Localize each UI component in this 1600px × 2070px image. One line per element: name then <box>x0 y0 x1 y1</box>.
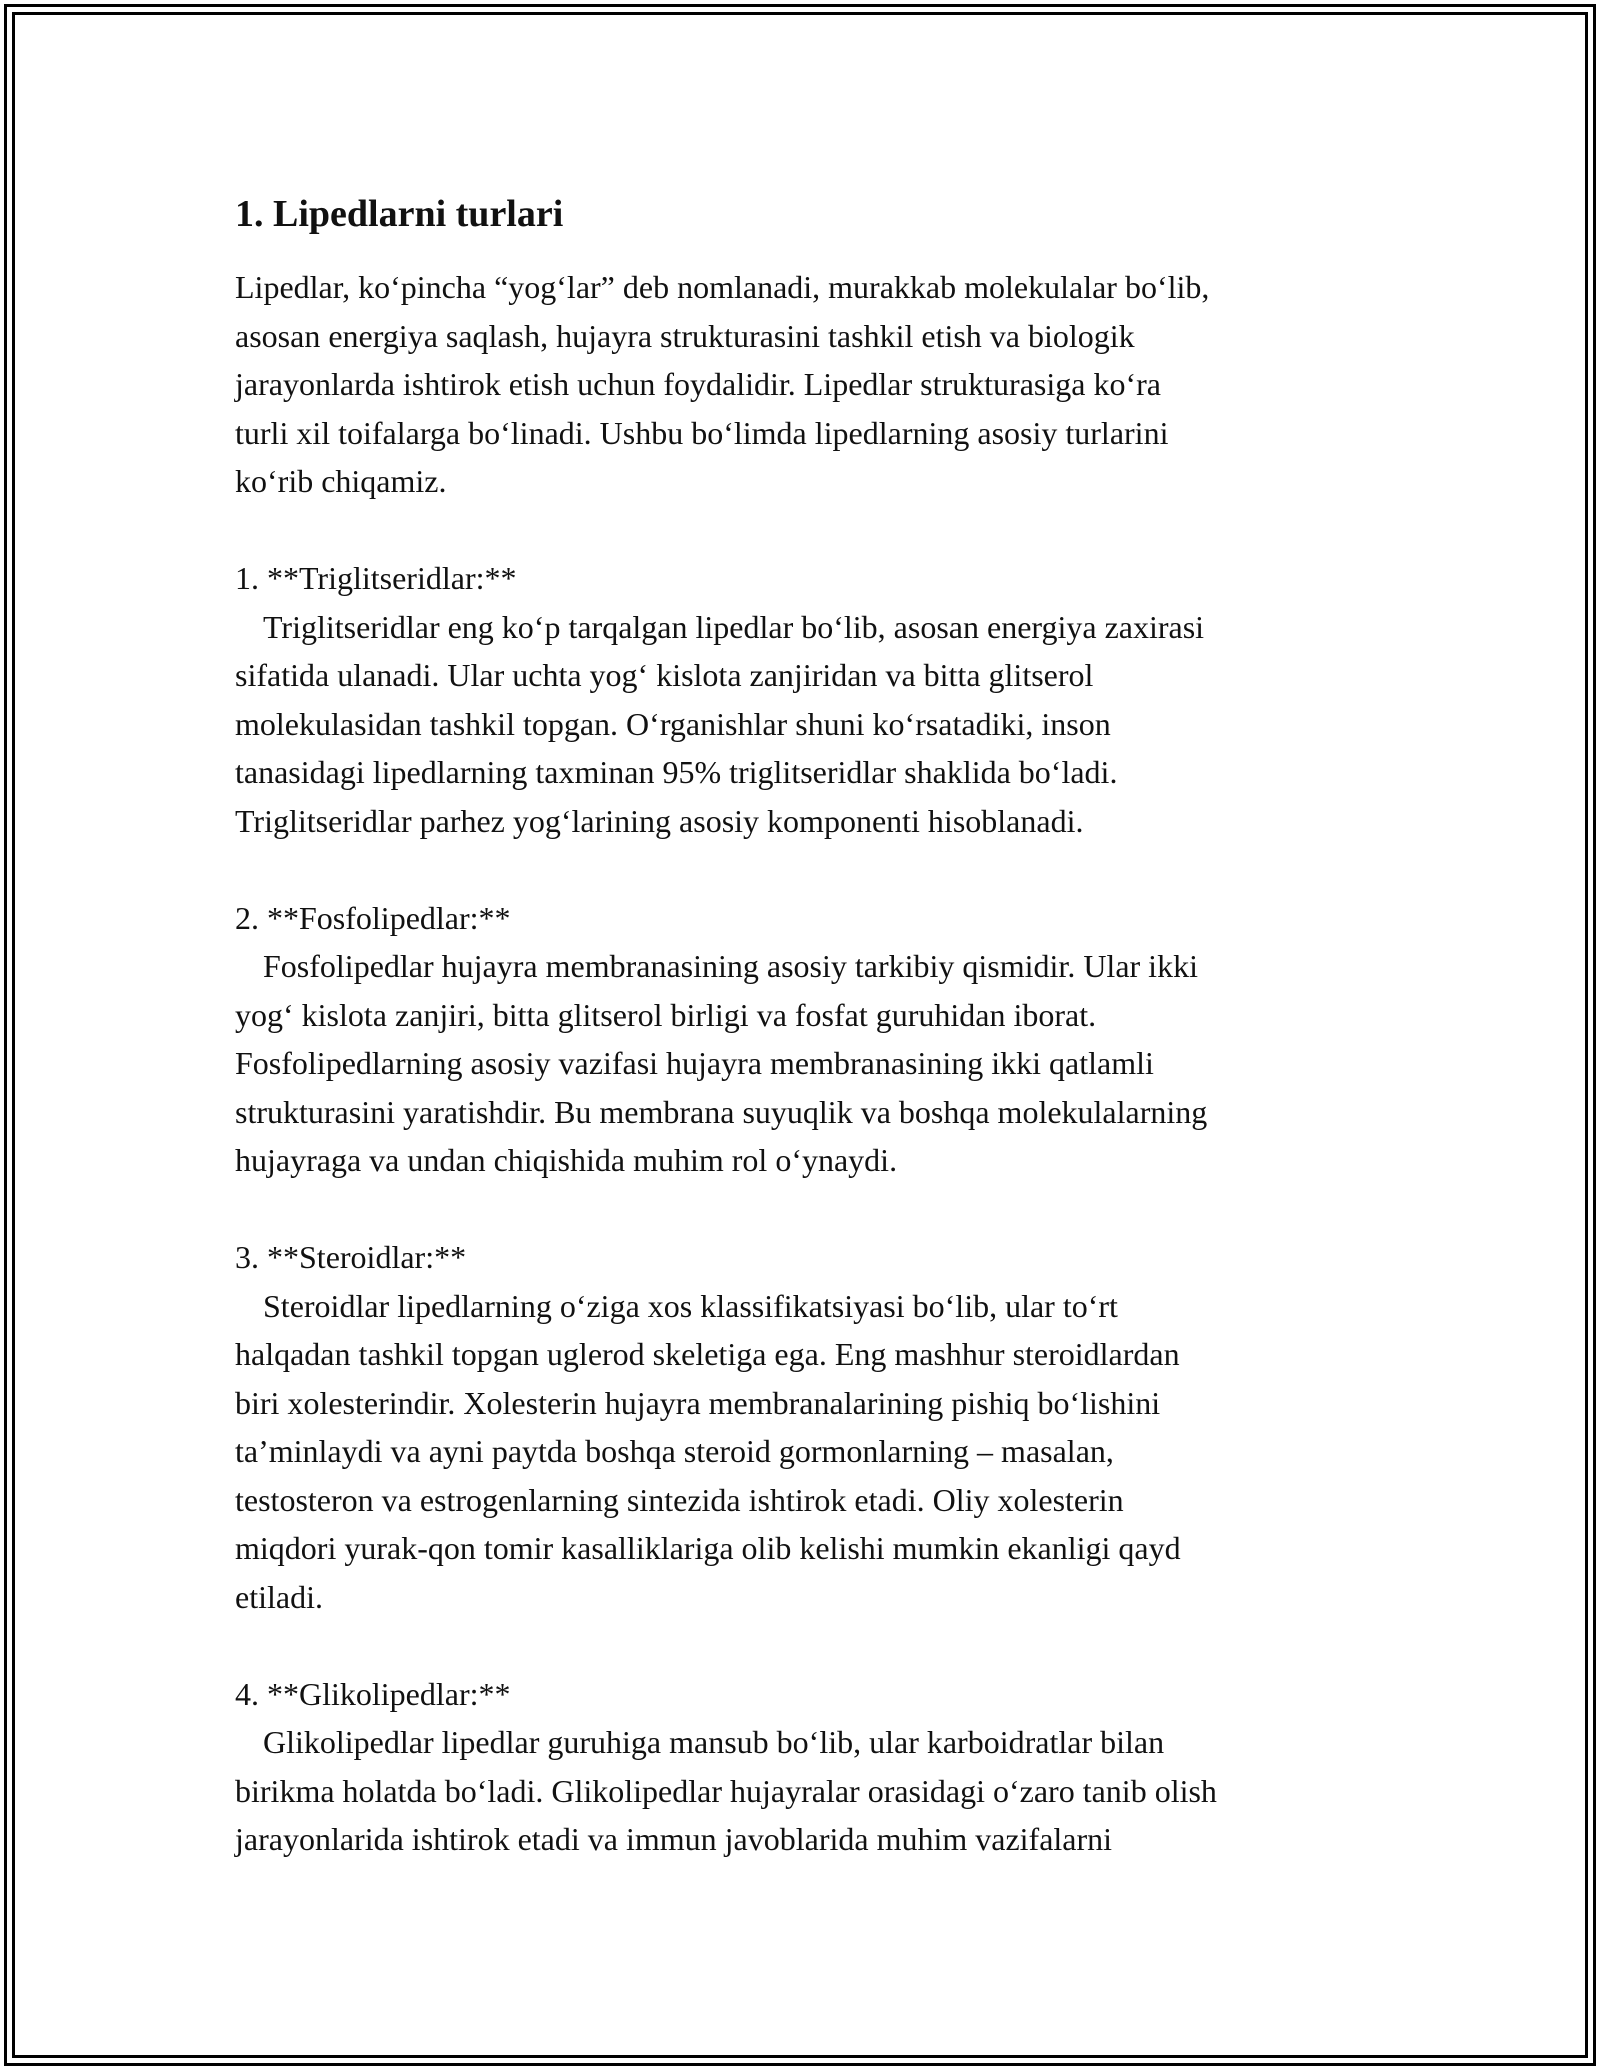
paragraph-line: etiladi. <box>235 1578 323 1615</box>
intro-paragraph <box>235 263 1385 506</box>
paragraph-line: Steroidlar lipedlarning o‘ziga xos klassifikatsiyasi bo‘lib, ular to‘rt <box>263 1287 1118 1324</box>
paragraph-line: halqadan tashkil topgan uglerod skeletiga ega. Eng mashhur steroidlardan <box>235 1336 1180 1372</box>
section-heading: 2. **Fosfolipedlar:** <box>235 899 511 936</box>
section-steroidlar <box>235 1233 1385 1621</box>
paragraph-line: yog‘ kislota zanjiri, bitta glitserol birligi va fosfat guruhidan iborat. <box>235 996 1097 1033</box>
paragraph-line: ta’minlaydi va ayni paytda boshqa steroid gormonlarning – masalan, <box>235 1433 1114 1469</box>
section-glikolipedlar <box>235 1670 1385 1864</box>
section-heading: 3. **Steroidlar:** <box>235 1239 467 1275</box>
intro-line: asosan energiya saqlash, hujayra strukturasini tashkil etish va biologik <box>235 317 1135 354</box>
paragraph-line: Triglitseridlar parhez yog‘larining asosiy komponenti hisoblanadi. <box>235 802 1084 839</box>
section-triglitseridlar <box>235 554 1385 845</box>
paragraph-line: Fosfolipedlarning asosiy vazifasi hujayra membranasining ikki qatlamli <box>235 1045 1154 1081</box>
intro-line: turli xil toifalarga bo‘linadi. Ushbu bo‘limda lipedlarning asosiy turlarini <box>235 414 1169 451</box>
intro-line: ko‘rib chiqamiz. <box>235 463 447 499</box>
paragraph-line: birikma holatda bo‘ladi. Glikolipedlar hujayralar orasidagi o‘zaro tanib olish <box>235 1772 1217 1809</box>
section-fosfolipedlar <box>235 894 1385 1185</box>
paragraph-line: Glikolipedlar lipedlar guruhiga mansub bo‘lib, ular karboidratlar bilan <box>263 1724 1165 1760</box>
document-page <box>235 186 1385 1864</box>
paragraph-line: tanasidagi lipedlarning taxminan 95% triglitseridlar shaklida bo‘ladi. <box>235 754 1118 790</box>
paragraph-line: testosteron va estrogenlarning sintezida ishtirok etadi. Oliy xolesterin <box>235 1481 1124 1518</box>
paragraph-line: jarayonlarida ishtirok etadi va immun javoblarida muhim vazifalarni <box>235 1821 1113 1857</box>
paragraph-line: molekulasidan tashkil topgan. O‘rganishlar shuni ko‘rsatadiki, inson <box>235 705 1111 742</box>
paragraph-line: hujayraga va undan chiqishida muhim rol o‘ynaydi. <box>235 1142 898 1178</box>
paragraph-line: Fosfolipedlar hujayra membranasining asosiy tarkibiy qismidir. Ular ikki <box>263 948 1198 984</box>
paragraph-line: biri xolesterindir. Xolesterin hujayra membranalarining pishiq bo‘lishini <box>235 1384 1161 1421</box>
section-heading: 1. **Triglitseridlar:** <box>235 560 517 596</box>
paragraph-line: strukturasini yaratishdir. Bu membrana suyuqlik va boshqa molekulalarning <box>235 1093 1208 1130</box>
section-heading: 4. **Glikolipedlar:** <box>235 1675 511 1712</box>
paragraph-line: miqdori yurak-qon tomir kasalliklariga olib kelishi mumkin ekanligi qayd <box>235 1530 1181 1566</box>
intro-line: jarayonlarda ishtirok etish uchun foydalidir. Lipedlar strukturasiga ko‘ra <box>235 366 1161 402</box>
paragraph-line: sifatida ulanadi. Ular uchta yog‘ kislota zanjiridan va bitta glitserol <box>235 657 1094 693</box>
intro-line: Lipedlar, ko‘pincha “yog‘lar” deb nomlanadi, murakkab molekulalar bo‘lib, <box>235 269 1210 305</box>
section-title: 1. Lipedlarni turlari <box>235 193 564 235</box>
paragraph-line: Triglitseridlar eng ko‘p tarqalgan lipedlar bo‘lib, asosan energiya zaxirasi <box>263 608 1205 645</box>
